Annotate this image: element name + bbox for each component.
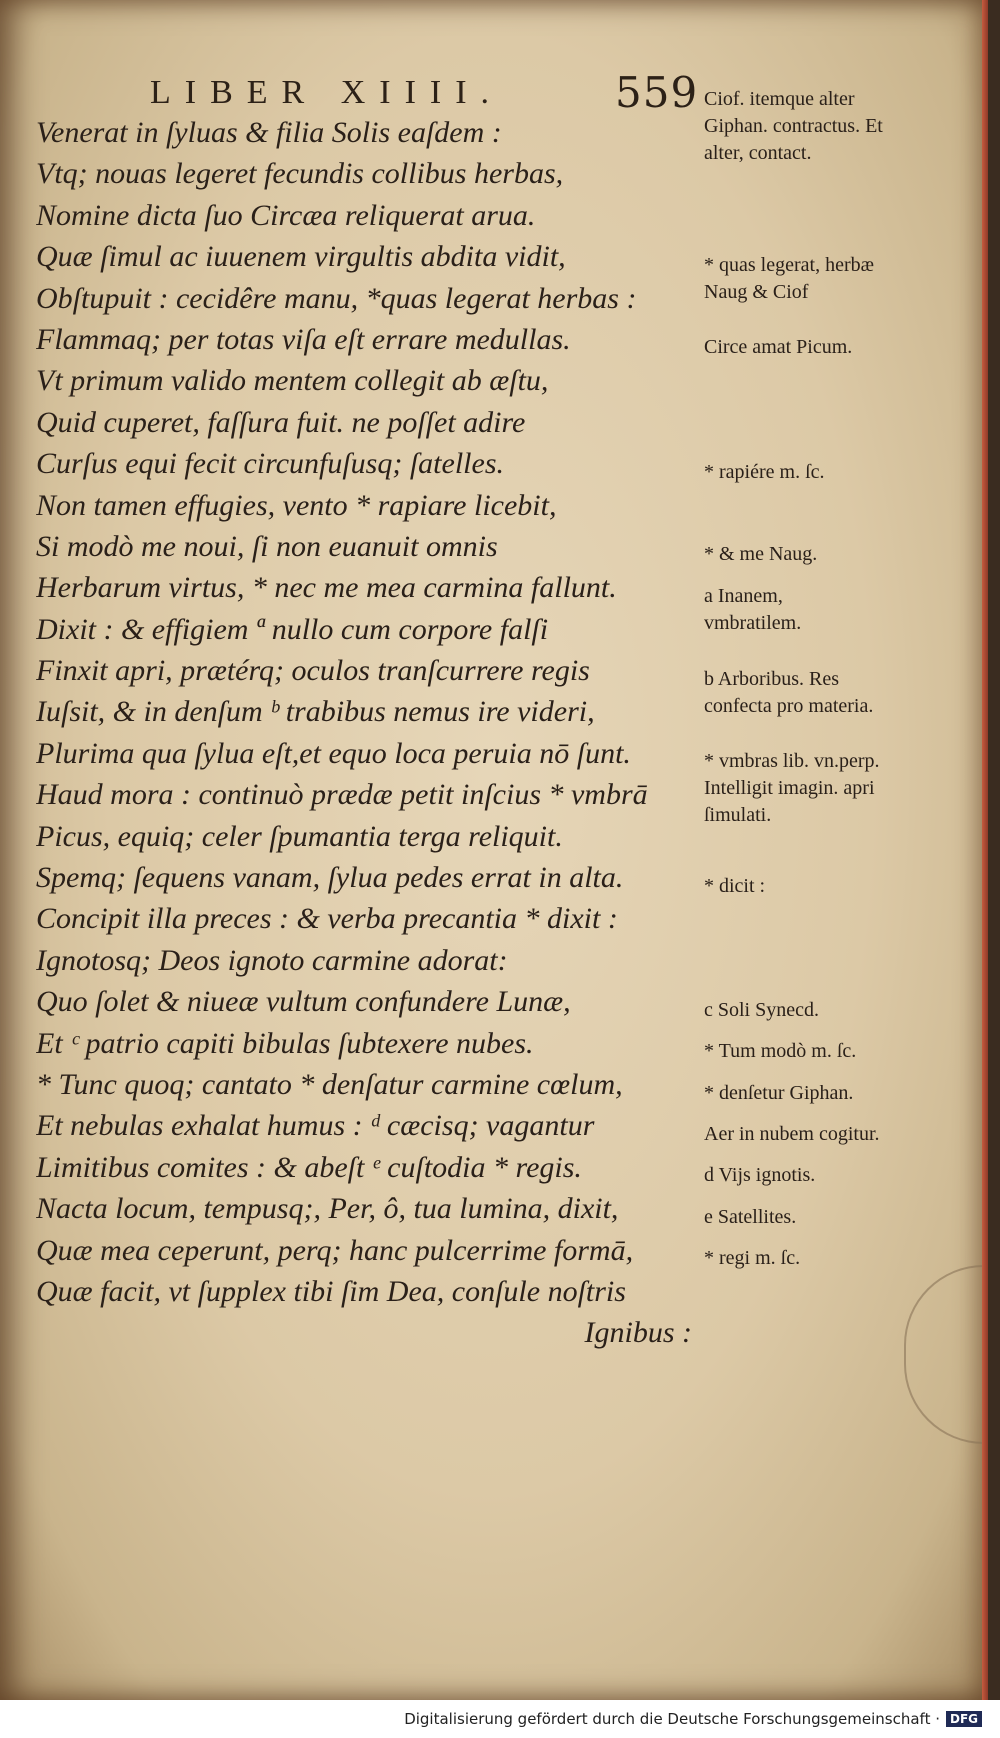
verse-line: Vtq; nouas legeret fecundis collibus herbas, xyxy=(36,157,564,191)
margin-note: * denſetur Giphan. xyxy=(704,1081,854,1104)
margin-note: * dicit : xyxy=(704,874,766,897)
verse-line: Herbarum virtus, * nec me mea carmina fallunt. xyxy=(36,571,617,605)
margin-note: * Tum modò m. ſc. xyxy=(704,1040,857,1063)
verse-line: Haud mora : continuò prædæ petit inſcius * vmbrā xyxy=(36,778,648,812)
margin-note: b Arboribus. Res confecta pro materia. xyxy=(704,667,874,717)
verse-line: Si modò me noui, ſi non euanuit omnis xyxy=(36,529,498,563)
margin-note: a Inanem, vmbratilem. xyxy=(704,584,802,634)
verse-line: Quæ mea ceperunt, perq; hanc pulcerrime formā, xyxy=(36,1233,634,1267)
margin-note: c Soli Synecd. xyxy=(704,998,819,1021)
verse-line: Flammaq; per totas viſa eſt errare medullas. xyxy=(36,322,571,356)
margin-note: * vmbras lib. vn.perp. Intelligit imagin. apri ſimulati. xyxy=(704,750,880,827)
verse-line: Finxit apri, prætérq; oculos tranſcurrere regis xyxy=(36,654,590,688)
verse-line: Et nebulas exhalat humus : ᵈ cæcisq; vagantur xyxy=(36,1109,595,1143)
verse-line: Nomine dicta ſuo Circæa reliquerat arua. xyxy=(36,198,536,232)
verse-line: Quæ ſimul ac iuuenem virgultis abdita vidit, xyxy=(36,240,566,274)
margin-note: Ciof. itemque alter Giphan. contractus. Et alter, contact. xyxy=(704,88,883,164)
verse-line: Plurima qua ſylua eſt,et equo loca peruia nō ſunt. xyxy=(36,736,631,770)
verse-line: Quo ſolet & niueæ vultum confundere Lunæ, xyxy=(36,985,571,1019)
verse-line: * Tunc quoq; cantato * denſatur carmine cœlum, xyxy=(36,1067,623,1101)
verse-line: Spemq; ſequens vanam, ſylua pedes errat in alta. xyxy=(36,861,624,895)
verse-line: Dixit : & effigiem ª nullo cum corpore falſi xyxy=(36,612,549,646)
verse-line: Quid cuperet, faſſura fuit. ne poſſet adire xyxy=(36,405,526,439)
verse-column xyxy=(36,112,696,1354)
verse-line: Nacta locum, tempusq;, Per, ô, tua lumina, dixit, xyxy=(36,1192,619,1226)
margin-note: * quas legerat, herbæ Naug & Ciof xyxy=(704,253,874,303)
dfg-logo: DFG xyxy=(946,1711,982,1727)
running-title: LIBER XIIII. xyxy=(150,74,504,111)
verse-line: Iuſsit, & in denſum ᵇ trabibus nemus ire videri, xyxy=(36,695,595,729)
funding-credit: Digitalisierung gefördert durch die Deutsche Forschungsgemeinschaft · xyxy=(404,1710,940,1728)
margin-note: * regi m. ſc. xyxy=(704,1247,801,1270)
verse-line: Concipit illa preces : & verba precantia * dixit : xyxy=(36,902,618,936)
digitization-footer xyxy=(0,1700,1000,1738)
verse-line: Picus, equiq; celer ſpumantia terga reliquit. xyxy=(36,819,563,853)
margin-note: Circe amat Picum. xyxy=(704,336,853,359)
margin-note: Aer in nubem cogitur. xyxy=(704,1123,880,1145)
margin-note: * & me Naug. xyxy=(704,543,818,566)
verse-line: Vt primum valido mentem collegit ab æſtu, xyxy=(36,364,549,398)
verse-line: Curſus equi fecit circunfuſusq; ſatelles. xyxy=(36,447,504,481)
margin-note: e Satellites. xyxy=(704,1205,797,1228)
verse-line: Venerat in ſyluas & filia Solis eaſdem : xyxy=(36,116,502,149)
margin-note: * rapiére m. ſc. xyxy=(704,460,825,483)
verse-line: Obſtupuit : cecidêre manu, *quas legerat herbas : xyxy=(36,281,637,315)
verse-line: Limitibus comites : & abeſt ᵉ cuſtodia * regis. xyxy=(36,1150,582,1184)
verse-line: Ignibus : xyxy=(584,1316,692,1350)
page-header xyxy=(150,68,700,117)
page-edge-curl xyxy=(904,1265,986,1444)
verse-line: Non tamen effugies, vento * rapiare licebit, xyxy=(36,488,557,522)
folio-number: 559 xyxy=(615,68,699,117)
verse-line: Ignotosq; Deos ignoto carmine adorat: xyxy=(36,943,508,977)
verse-line: Quæ facit, vt ſupplex tibi ſim Dea, conſule noſtris xyxy=(36,1274,626,1308)
verse-line: Et ᶜ patrio capiti bibulas ſubtexere nubes. xyxy=(36,1026,534,1060)
margin-note: d Vijs ignotis. xyxy=(704,1164,816,1187)
